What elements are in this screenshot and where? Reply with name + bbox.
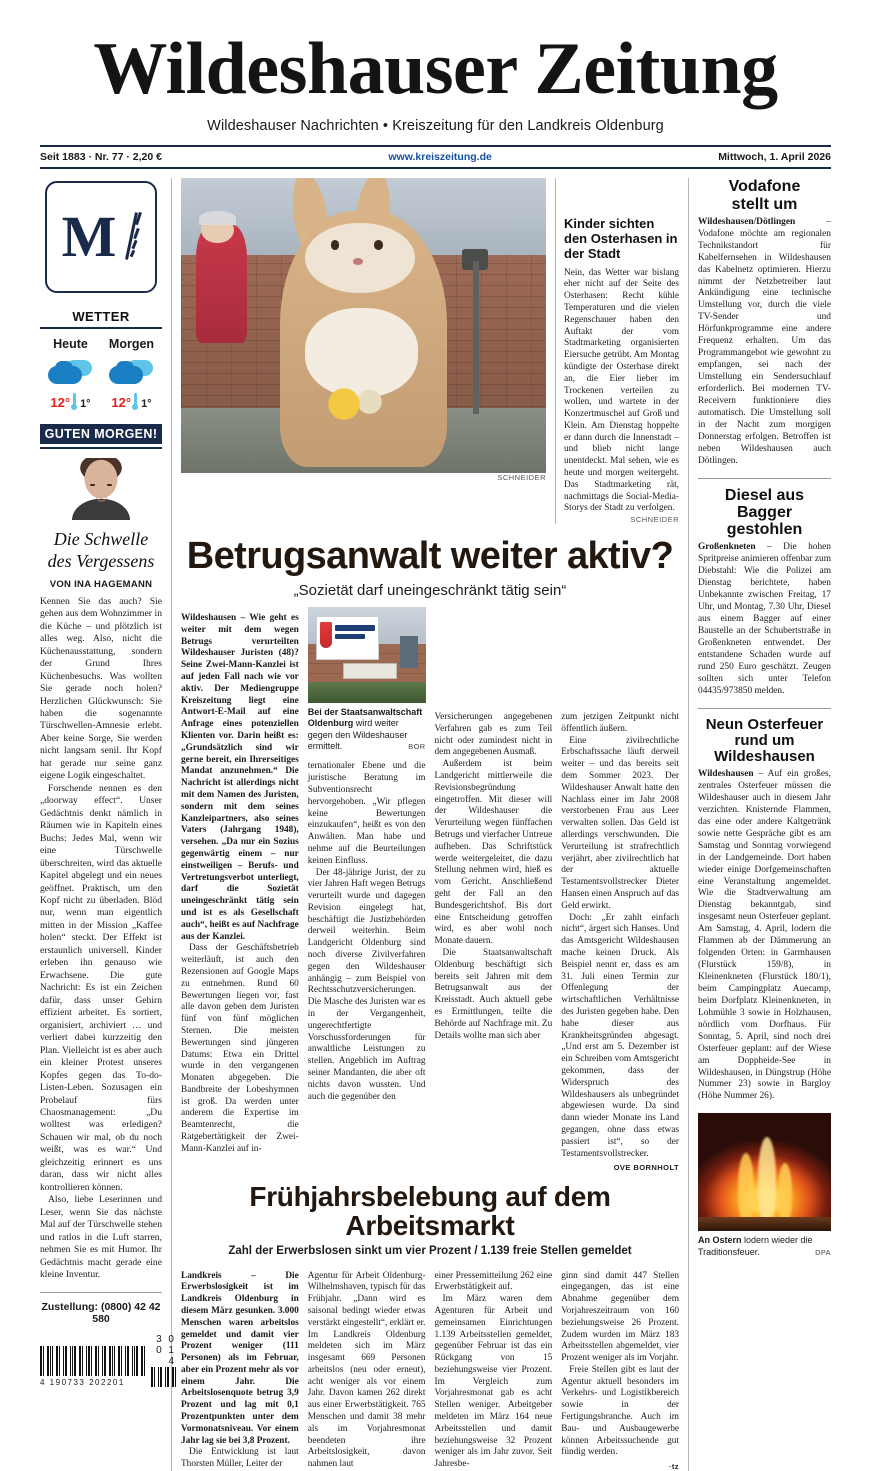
column-body	[40, 596, 162, 1282]
bottom-article-end-mark: ·tz	[668, 1462, 679, 1471]
weather-temps	[41, 393, 101, 410]
column-title	[40, 529, 162, 571]
article-column-3	[435, 607, 553, 1172]
paragraph: Agentur für Arbeit Oldenburg-Wilhelmshaven, typisch für das Frühjahr. „Dann wird es saisonal bedingt wieder etwas verstärkt eingestellt“, erklärt er. Im Landkreis Oldenburg meldeten sich im März insgesamt 669 Personen arbeitslos (neu oder erneut), acht weniger als vor einem Jahr. Davon kamen 262 direkt aus einer Erwerbstätigkeit. 765 Menschen und damit 38 mehr als im Vorjahresmonat beendeten ihre Arbeitslosigkeit, davon nahmen laut	[307, 1270, 426, 1470]
page-grid	[40, 178, 831, 1471]
weather-day-label: Heute	[53, 337, 88, 352]
photo-column	[181, 178, 546, 524]
dateline: Wildeshausen – Wie geht es weiter mit dem wegen Betrugs verurteilten Wildeshauser Juristen (48)? Seine Zwei-Mann-Kanzlei ist auf jeden Fall nach wie vor aktiv. Der Mediengruppe Kreiszeitung liegt eine Antwort-E-Mail auf eine Anfrage eines potenziellen Klienten vor. Darin heißt es: „Grundsätzlich sind wir gerne bereit, ein Ihrerseitiges Mandat anzunehmen.“ Die Nachricht ist allerdings nicht mit dem Namen des Juristen, sondern mit dem seines Kanzleipartners, also seines Vaters (Jahrgang 1948), versehen. „Da nur ein Sozius gegenwärtig einem – nur einstweiligen – Berufs- und Vertretungsverbot unterliegt, darf die Sozietät uneingeschränkt tätig sein und ist es als Gesellschaft auch“, heißt es auf Nachfrage aus der Kanzlei.	[181, 613, 299, 942]
photo-story-teaser	[555, 178, 679, 524]
bottom-column-1	[181, 1265, 299, 1471]
right-sidebar	[688, 178, 831, 1471]
bottom-column-3	[435, 1265, 553, 1471]
osterfeuer-headline	[698, 717, 831, 766]
weather-high: 12°	[111, 395, 132, 411]
article-column-1	[181, 607, 299, 1172]
thermometer-icon	[71, 393, 77, 410]
paragraph: ternationaler Ebene und die juristische Beratung im Subventionsrecht hervorgehoben. „Wir pflegen keine Bewertungen einzukaufen“, heißt es von den Anwälten. Man habe und nehme auf die Beurteilungen keinen Einfluss.	[307, 761, 426, 866]
teaser-body	[564, 268, 679, 516]
caption-text: wird weiter gegen den Wildeshauser ermittelt.	[307, 718, 408, 751]
article-column-2	[308, 607, 426, 1172]
bottom-article-subhead: Zahl der Erwerbslosen sinkt um vier Prozent / 1.139 freie Stellen gemeldet	[228, 1244, 632, 1257]
sidebar-divider	[698, 478, 831, 479]
headline-line1: Diesel aus Bagger	[724, 486, 805, 521]
osterfeuer-photo	[698, 1113, 831, 1231]
mk-logo	[45, 181, 157, 293]
paragraph: Doch: „Er zahlt einfach nicht“, ärgert sich Hanses. Und das Amtsgericht Wildeshausen mache keinen Druck. Als Beispiel nennt er, dass es am 31. Juli einen Termin zur Offenlegung der wirtschaftlichen Verhältnisse des Juristen gegeben habe. Den habe dieser aus Krankheitsgründen abgesagt. „Und erst am 5. Dezember ist ein Schreiben vom Amtsgericht gekommen, dass der Widerspruch des Wildeshausers als unbegründet abgewiesen wurde. Da sind dann wieder Monate ins Land gegangen, ohne dass etwas passiert ist“, so der Testamentsvollstrecker.	[561, 912, 679, 1159]
paragraph: Dass der Geschäftsbetrieb weiterläuft, ist auch den Rezensionen auf Google Maps zu entnehmen. Rund 60 Bewertungen liegen vor, fast alle davon geben dem Juristen fünf von fünf möglichen Sternen. Die meisten Bewertungen sind jüngeren Datums: Etwa ein Drittel wurde in den vergangenen Monaten abgegeben. Die Bandbreite der Lobeshymnen ist groß. Da werden unter anderem die Expertise im Beamtenrecht, die Ratgebertätigkeit der Zwei-Mann-Kanzlei auf in-	[181, 943, 299, 1154]
weather-day-label: Morgen	[108, 337, 155, 352]
easter-bunny-photo	[181, 178, 546, 473]
paragraph: Eine zivilrechtliche Erbschaftssache läuft derweil weiter – und das bereits seit dem Sommer 2023. Der Wildeshauser Anwalt hatte den Nachlass einer im Jahr 2008 verstorbenen Frau aus Leer verwalten sollen. Das Geld ist allerdings verschwunden. Die Verurteilung ist strafrechtlich verjährt, aber zivilrechtlich hat der aktuelle Testamentsvollstrecker Dieter Hansen einen Anspruch auf das Geld erwirkt.	[561, 735, 679, 911]
paragraph: Kennen Sie das auch? Sie gehen aus dem Wohnzimmer in die Küche – und plötzlich ist alles weg. Also, nicht die Küchenausstattung, sondern der Grund Ihres Küchenbesuchs. Was wollten Sie gerade noch holen? Herzlichen Glückwunsch: Sie haben die sogenannte Türschwellen-Amnesie erlebt. Aber keine Sorge, Sie werden nicht langsam senil. Ihr Kopf hat gerade nur seine ganz eigene Logik eingeschaltet.	[40, 595, 162, 782]
diesel-headline	[698, 487, 831, 539]
paragraph	[698, 542, 831, 697]
dateline: Landkreis – Die Erwerbslosigkeit ist im Landkreis Oldenburg in diesem März gesunken. 3.000 Menschen waren arbeitslos gemeldet und damit vier Prozent weniger (111 Personen) als im Februar, aber ein Prozent mehr als vor einem Jahr. Die Arbeitslosenquote betrug 3,9 Prozent und lag mit 0,1 Prozentpunkten unter dem Vormonatsniveau. Vor einem Jahr lag sie bei 3,8 Prozent.	[181, 1270, 299, 1446]
diesel-article	[698, 487, 831, 698]
masthead-subtitle: Wildeshauser Nachrichten • Kreiszeitung für den Landkreis Oldenburg	[207, 118, 664, 135]
issue-info: Seit 1883 · Nr. 77 · 2,20 €	[40, 151, 162, 164]
teaser-headline: Kinder sichten den Osterhasen in der Stadt	[564, 216, 678, 262]
paragraph: Also, liebe Leserinnen und Leser, wenn Sie das nächste Mal auf der Türschwelle stehen und ratlos in die Luft starren, nehmen Sie es mit Humor. Ihr Gedächtnis macht gerade eine kleine Inventur.	[40, 1194, 162, 1281]
paragraph: Freie Stellen gibt es laut der Agentur aktuell besonders im Verkehrs- und Logistikbereich sowie in der Fertigungsbranche. Auch im Bau- und Ausbaugewerbe können Arbeitssuchende gut fündig werden.	[561, 1364, 679, 1458]
cloud-icon	[41, 356, 101, 390]
page-title: Wildeshauser Zeitung	[93, 28, 778, 110]
issue-date: Mittwoch, 1. April 2026	[718, 151, 831, 164]
paragraph: Nein, das Wetter war bislang eher nicht auf der Seite des Osterhasen: Recht kühle Temperaturen und die vielen Regenschauer haben den Auftakt der vom Stadtmarketing organisierten Eiersuche getrübt. Am Montag kündigte der Osterhase direkt an, die Eier lieber im Trockenen verteilen zu wollen, und wartete in der Konzertmuschel auf Groß und Klein. Am Dienstag hoppelte er dann durch die Innenstadt – und blieb nicht lange unentdeckt. Mal sehen, wie es heute und morgen weitergeht. Das Stadtmarketing rät, nachmittags die Social-Media-Storys der Stadt zu verfolgen.	[564, 267, 679, 514]
teaser-credit: SCHNEIDER	[630, 515, 679, 525]
column-title-line2: des Vergessens	[47, 550, 155, 571]
headline-line2: rund um	[734, 731, 795, 749]
paragraph	[698, 217, 831, 468]
barcode-addon-number: 3 0 0 1 4	[156, 1333, 176, 1367]
columnist-avatar	[65, 458, 137, 520]
bottom-article-headline: Frühjahrsbelebung auf dem Arbeitsmarkt	[249, 1181, 611, 1242]
paragraph: ginn sind damit 447 Stellen eingegangen, das ist eine Abnahme gegenüber dem Vorjahreszeitraum von 160 beziehungsweise 26 Prozent. Zudem wurden im März 183 Arbeitsstellen abgemeldet, vier Prozent weniger als im Vorjahr.	[561, 1270, 679, 1364]
caption-credit: DPA	[815, 1247, 831, 1257]
weather-widget	[40, 337, 162, 410]
osterfeuer-caption	[698, 1235, 831, 1258]
caption-text: lodern wieder die Traditionsfeuer.	[698, 1235, 813, 1257]
barcode-icon	[40, 1346, 145, 1376]
logo-letter-k-icon	[114, 208, 140, 266]
staatsanwaltschaft-photo	[308, 607, 426, 703]
guten-morgen-divider	[40, 447, 162, 449]
headline-line1: Neun Osterfeuer	[705, 715, 824, 733]
paragraph: Die Staatsanwaltschaft Oldenburg beschäftigt sich bereits seit Jahren mit dem Betrugsanwalt aus der Kreisstadt. Auch aktuell gebe es Ermittlungen, teilte die Behörde auf Nachfrage mit. Zu Details wollte man sich aber	[434, 947, 553, 1041]
dateline: Großenkneten	[698, 542, 756, 553]
paragraph-text: – Auf ein großes, zentrales Osterfeuer müssen die Wildeshauser auch in diesem Jahr verzichten. Knisternde Flammen, das eine oder andere Kaltgetränk sowie nette Gespräche gibt es am Samstag und Sonntag vorwiegend in der Landgemeinde. Dort haben wieder einige Dorfgemeinschaften eine Veranstaltung angemeldet. Wie die Stadtverwaltung am Dienstag bekanntgab, sind insgesamt neun Osterfeuer geplant. Am Samstag, 4. April, lodern die Flammen ab der Dämmerung an folgenden Orten: in Garmhausen (Flurstück 159/8), in Kleinenkneten (Flurstück 180/1), beim Campingplatz Auecamp, beim Dorfplatz Kleinenkneten, in Lohmühle 3 sowie in Holzhausen, nördlich vom Dorfhaus. Für Sonntag, 5. April, sind noch drei Osterfeuer geplant: auf der Wiese am Doppheide-See in Wildeshausen, in Düngstrup (Höhe Nummer 23) sowie in Bargloy (Höhe Nummer 26).	[698, 769, 831, 1102]
photo-caption	[308, 707, 426, 752]
guten-morgen-heading: GUTEN MORGEN!	[40, 424, 162, 444]
paragraph: Forschende nennen es den „doorway effect“. Unser Gedächtnis denkt nämlich in Räumen wie in Kapiteln eines Buchs: Jedes Mal, wenn wir eine Türschwelle überschreiten, wird das aktuelle Kapitel abgelegt und ein neues geöffnet. Praktisch, um den Kopf nicht zu überladen. Blöd nur, wenn man eigentlich mitten in der Mission „Kaffee holen“ steckt. Der Effekt ist erstaunlich universell. Kinder erleben ihn genauso wie Erwachsene. Die gute Nachricht: Es ist ein Zeichen dafür, dass unser Gehirn effizient arbeitet. Es sortiert, organisiert, archiviert … und verliert dabei kurzzeitig den Plan. Vielleicht ist es aber auch ein kleiner Protest unseres Kopfes gegen das To-do-Listen-Leben. Sozusagen ein Probelauf fürs Chaosmanagement: „Du wolltest was erledigen? Schauen wir mal, ob du noch weißt, was es war.“ Und gleichzeitig erinnert es uns daran, dass wir nicht alles kontrollieren können.	[40, 782, 163, 1193]
paragraph: Die Entwicklung ist laut Thorsten Müller, Leiter der	[181, 1447, 299, 1470]
headline-line3: Wildeshausen	[714, 747, 815, 765]
masthead	[40, 0, 831, 134]
logo-letter-m: M	[61, 204, 115, 270]
lead-article-subhead: „Sozietät darf uneingeschränkt tätig sein“	[293, 582, 567, 600]
paragraph	[181, 1271, 299, 1448]
headline-line1: Vodafone	[728, 178, 801, 196]
bottom-column-2	[308, 1265, 426, 1471]
vodafone-article	[698, 178, 831, 467]
weather-high: 12°	[50, 395, 71, 411]
weather-day-tomorrow	[102, 337, 162, 410]
dateline: Wildeshausen	[698, 769, 754, 780]
website-link[interactable]: www.kreiszeitung.de	[388, 151, 492, 164]
weather-low: 1°	[141, 398, 152, 411]
delivery-phone: Zustellung: (0800) 42 42 580	[41, 1300, 161, 1325]
main-content	[172, 178, 688, 1471]
paragraph: Außerdem ist beim Landgericht mittlerweile die Revisionsbegründung eingetroffen. Mit dieser will der Wildeshauser die Verurteilung wegen fünffachen Betrugs und vierfacher Untreue aufheben. Das Schriftstück werde weitergeleitet, die dazu Stellung nehmen wird, hieß es vom Gericht. Anschließend geht der Fall an den Bundesgerichtshof. Bis dort eine Entscheidung getroffen wird, es aber wohl noch Monate dauern.	[434, 759, 553, 947]
photo-credit: SCHNEIDER	[497, 473, 546, 483]
weather-low: 1°	[80, 398, 91, 411]
barcode-area	[40, 1333, 176, 1387]
lead-article-columns	[181, 607, 679, 1172]
barcode-number: 4 190733 202201	[40, 1377, 125, 1387]
masthead-infoline	[40, 147, 831, 169]
bottom-column-4	[561, 1265, 679, 1471]
paragraph: Im März waren dem Agenturen für Arbeit und gemeinsamen Einrichtungen 1.139 Arbeitsstellen gemeldet, gegenüber Februar ist das ein Rückgang von 15 beziehungsweise vier Prozent. Im Vergleich zum Vorjahresmonat gab es acht Stellen weniger. Arbeitgeber meldeten im März 164 neue Arbeitsstellen und damit beziehungsweise 32 Prozent weniger als im Jahr zuvor. Seit Jahresbe-	[434, 1294, 553, 1470]
dateline: Wildeshausen/Dötlingen	[698, 216, 796, 227]
paragraph: Versicherungen angegebenen Verfahren gab es zum Teil nicht oder zumindest nicht in dem angegebenen Ausmaß.	[434, 712, 553, 758]
paragraph	[181, 613, 299, 943]
vodafone-headline	[698, 178, 831, 213]
paragraph: zum jetzigen Zeitpunkt nicht öffentlich äußern.	[561, 712, 679, 734]
sidebar-divider	[40, 1292, 162, 1293]
article-column-4	[561, 607, 679, 1172]
column-byline: VON INA HAGEMANN	[49, 578, 153, 590]
caption-lead: An Ostern	[698, 1235, 742, 1246]
cloud-icon	[102, 356, 162, 390]
osterfeuer-article	[698, 717, 831, 1258]
thermometer-icon	[132, 393, 138, 410]
lead-article-headline: Betrugsanwalt weiter aktiv?	[186, 535, 674, 578]
weather-day-today	[41, 337, 101, 410]
weather-temps	[102, 393, 162, 410]
paragraph: Der 48-jährige Jurist, der zu vier Jahren Haft wegen Betrugs verurteilt wurde und dagegen Revision eingelegt hat, beschäftigt die Justizbehörden derweil weiterhin. Beim Landgericht Oldenburg sind noch diverse Zivilverfahren gegen den Wildeshauser anhängig – zum Beispiel von Rechtsschutzversicherungen. Die Masche des Juristen war es in der Vergangenheit, ungerechtfertigte Vorschussforderungen für anwaltliche Leistungen zu stellen. Angeblich im Auftrag seiner Mandanten, die aber oft nichts davon wussten. Und auch die gegenüber den	[307, 867, 426, 1102]
column-title-line1: Die Schwelle	[53, 529, 149, 550]
paragraph-text: – Die hohen Spritpreise animieren offenbar zum Diebstahl: Wie die Polizei am Dienstag berichtete, haben Unbekannte zwischen Freitag, 17 Uhr, und Montag, 7.30 Uhr, Diesel aus einem Bagger auf einer Baustelle an der Schubertstraße in Großenkneten entwendet. Der entstandene Schaden wurde auf rund 250 Euro geschätzt. Zeugen sollten sich unter Telefon 04435/973850 melden.	[698, 542, 831, 696]
weather-divider	[40, 327, 162, 329]
article-author: OVE BORNHOLT	[613, 1163, 679, 1173]
photo-story-row	[181, 178, 679, 524]
left-sidebar	[40, 178, 176, 1471]
paragraph	[698, 769, 831, 1103]
caption-credit: BOR	[408, 742, 426, 751]
weather-heading: WETTER	[72, 309, 130, 325]
paragraph-text: – Vodafone möchte am regionalen Technikstandort für Kabelfernsehen in Wildeshausen das Kabelnetz optimieren. Hierzu nimmt der Netzbetreiber laut Ankündigung eine technische Umstellung vor, durch die viele TV-Sender und Hörfunkprogramme eine andere Frequenz erhalten. Um das Programmangebot wie gewohnt zu empfangen, sei nach der Umstellung ein Sendersuchlauf erforderlich. Bei modernen TV-Receivern funktioniere dies automatisch. Die Umstellung soll in der Nacht zum morgigen Donnerstag erfolgen. Betroffen ist neben Wildeshausen auch Dötlingen.	[698, 216, 831, 466]
paragraph: einer Pressemitteilung 262 eine Erwerbstätigkeit auf.	[434, 1270, 553, 1293]
caption-lead: Bei der Staatsanwaltschaft Oldenburg	[307, 707, 423, 729]
headline-line2: gestohlen	[726, 521, 803, 539]
sidebar-divider	[698, 708, 831, 709]
headline-line2: stellt um	[731, 195, 798, 213]
bottom-article-columns	[181, 1265, 679, 1471]
